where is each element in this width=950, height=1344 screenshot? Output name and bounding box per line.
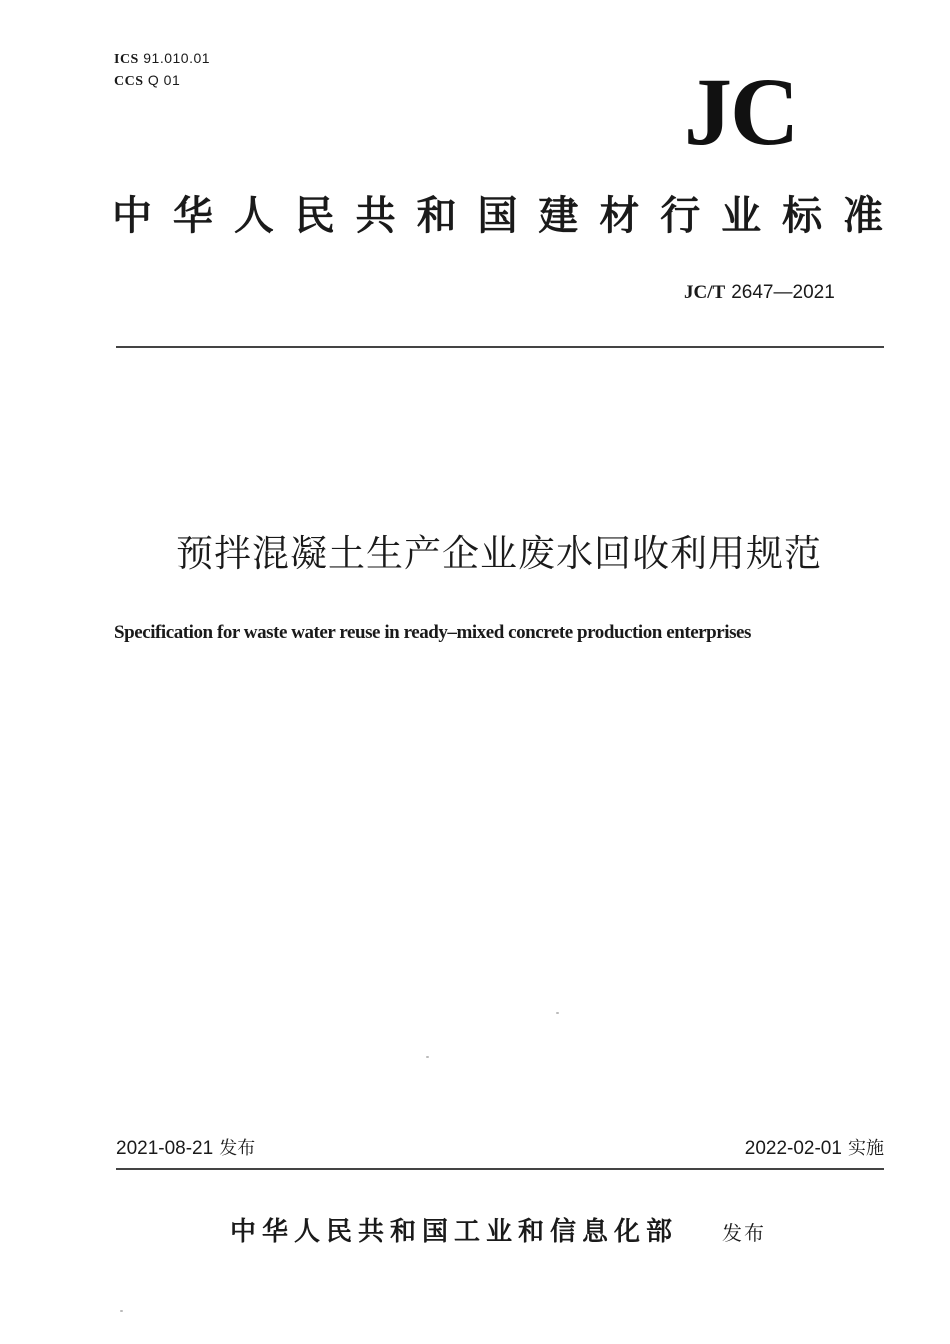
effective-date <box>745 1134 884 1163</box>
publisher-name: 中华人民共和国工业和信息化部 <box>230 1217 679 1247</box>
document-title-zh: 预拌混凝土生产企业废水回收利用规范 <box>176 532 822 575</box>
standard-series-title: 中华人民共和国建材行业标准 <box>112 192 886 239</box>
standard-number-value: 2647—2021 <box>731 282 835 303</box>
publisher-action: 发布 <box>722 1221 766 1245</box>
document-title-en: Specification for waste water reuse in ready–mixed concrete production enterprises <box>114 622 751 643</box>
issue-date-value: 2021-08-21 <box>116 1138 214 1159</box>
effective-date-word: 实施 <box>848 1138 884 1159</box>
scan-speck <box>426 1056 429 1058</box>
ccs-value: Q 01 <box>147 72 181 88</box>
classification-codes <box>114 48 210 92</box>
scan-speck <box>556 1012 559 1014</box>
issue-date <box>116 1134 255 1163</box>
standard-number <box>684 280 835 305</box>
effective-date-value: 2022-02-01 <box>744 1138 842 1159</box>
standard-number-prefix: JC/T <box>684 282 726 303</box>
ics-value: 91.010.01 <box>143 50 211 66</box>
scan-speck <box>120 1310 123 1312</box>
jc-logo: JC <box>684 58 798 165</box>
date-row <box>116 1134 884 1163</box>
ccs-code <box>114 70 210 92</box>
ics-code <box>114 48 210 70</box>
ccs-label: CCS <box>114 74 144 89</box>
ics-label: ICS <box>114 52 139 67</box>
bottom-divider <box>116 1168 884 1170</box>
issue-date-word: 发布 <box>219 1138 256 1159</box>
top-divider <box>116 346 884 348</box>
